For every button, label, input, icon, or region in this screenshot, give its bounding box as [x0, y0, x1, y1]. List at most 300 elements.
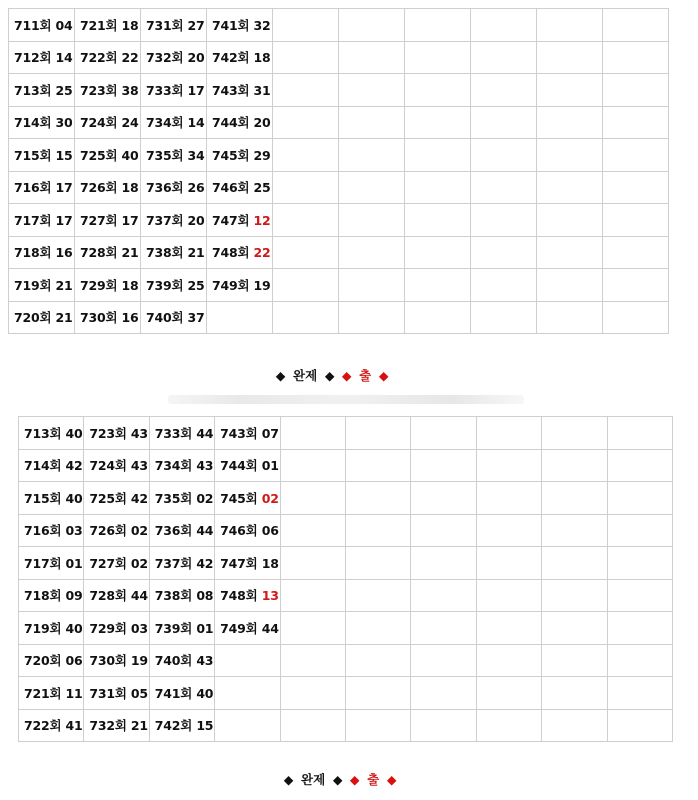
draw-label: 736회 — [146, 180, 184, 196]
empty-cell — [405, 106, 471, 139]
draw-label: 745회 — [212, 147, 250, 163]
draw-cell — [207, 9, 273, 42]
empty-cell — [339, 171, 405, 204]
draw-label: 730회 — [89, 653, 127, 669]
empty-cell — [345, 612, 410, 645]
draw-number: 07 — [261, 425, 279, 441]
empty-cell — [345, 417, 410, 450]
draw-number: 14 — [187, 115, 205, 131]
empty-cell — [537, 301, 603, 334]
draw-cell — [207, 139, 273, 172]
draw-cell — [141, 9, 207, 42]
draw-cell — [9, 269, 75, 302]
draw-number: 44 — [196, 523, 214, 539]
empty-cell — [345, 514, 410, 547]
empty-cell — [405, 236, 471, 269]
empty-cell — [537, 41, 603, 74]
draw-cell — [149, 449, 214, 482]
draw-number: 20 — [253, 115, 271, 131]
draw-label: 722회 — [80, 50, 118, 66]
draw-cell — [19, 612, 84, 645]
draw-cell — [84, 547, 149, 580]
draw-label: 732회 — [89, 718, 127, 734]
draw-cell — [19, 709, 84, 742]
empty-cell — [603, 9, 669, 42]
empty-cell — [339, 204, 405, 237]
draw-label: 729회 — [80, 277, 118, 293]
empty-cell — [471, 301, 537, 334]
empty-cell — [607, 449, 672, 482]
draw-number: 09 — [65, 588, 83, 604]
black-diamond-icon: ◆ — [332, 771, 343, 787]
empty-cell — [405, 269, 471, 302]
draw-cell — [149, 547, 214, 580]
draw-number: 21 — [121, 245, 139, 261]
draw-number: 18 — [261, 555, 279, 571]
empty-cell — [411, 644, 476, 677]
draw-number: 20 — [187, 50, 205, 66]
empty-cell — [345, 579, 410, 612]
draw-label: 749회 — [212, 277, 250, 293]
draw-number: 01 — [196, 620, 214, 636]
draw-number: 08 — [196, 588, 214, 604]
draw-number: 34 — [187, 147, 205, 163]
draw-label: 734회 — [154, 458, 193, 474]
empty-cell — [280, 514, 345, 547]
draw-label: 718회 — [24, 588, 62, 604]
draw-label: 742회 — [154, 718, 193, 734]
draw-number: 43 — [196, 653, 214, 669]
draw-number: 14 — [55, 50, 73, 66]
draw-number: 02 — [261, 490, 279, 506]
empty-cell — [471, 9, 537, 42]
draw-label: 711회 — [14, 17, 52, 33]
empty-cell — [273, 9, 339, 42]
table-row — [19, 514, 673, 547]
draw-label: 731회 — [146, 17, 184, 33]
empty-cell — [476, 612, 541, 645]
draw-cell — [9, 139, 75, 172]
draw-cell — [207, 204, 273, 237]
draw-cell — [207, 236, 273, 269]
draw-cell — [75, 106, 141, 139]
draw-number: 19 — [253, 277, 271, 293]
draw-label: 734회 — [146, 115, 184, 131]
empty-cell — [345, 709, 410, 742]
empty-cell — [215, 644, 280, 677]
draw-label: 715회 — [14, 147, 52, 163]
draw-label: 745회 — [220, 490, 258, 506]
draw-label: 724회 — [89, 458, 127, 474]
empty-cell — [476, 482, 541, 515]
empty-cell — [607, 417, 672, 450]
draw-label: 749회 — [220, 620, 258, 636]
empty-cell — [537, 139, 603, 172]
empty-cell — [411, 612, 476, 645]
draw-number: 11 — [65, 685, 83, 701]
draw-label: 733회 — [154, 425, 193, 441]
draw-cell — [141, 106, 207, 139]
draw-cell — [84, 677, 149, 710]
draw-cell — [9, 204, 75, 237]
empty-cell — [280, 677, 345, 710]
empty-cell — [471, 139, 537, 172]
draw-cell — [141, 139, 207, 172]
draw-label: 747회 — [220, 555, 258, 571]
empty-cell — [542, 709, 607, 742]
empty-cell — [339, 74, 405, 107]
black-diamond-icon: ◆ — [283, 771, 294, 787]
empty-cell — [471, 236, 537, 269]
empty-cell — [280, 547, 345, 580]
draw-number: 44 — [261, 620, 279, 636]
empty-cell — [542, 514, 607, 547]
draw-number: 21 — [130, 718, 148, 734]
draw-number: 17 — [55, 180, 73, 196]
empty-cell — [542, 644, 607, 677]
draw-cell — [9, 74, 75, 107]
draw-cell — [215, 579, 280, 612]
draw-label: 738회 — [146, 245, 184, 261]
draw-cell — [9, 236, 75, 269]
draw-cell — [84, 579, 149, 612]
empty-cell — [273, 74, 339, 107]
legend-1 — [272, 365, 392, 385]
empty-cell — [603, 269, 669, 302]
draw-cell — [207, 171, 273, 204]
empty-cell — [607, 612, 672, 645]
draw-number: 42 — [65, 458, 83, 474]
draw-label: 736회 — [154, 523, 193, 539]
draw-label: 714회 — [14, 115, 52, 131]
draw-number: 20 — [187, 212, 205, 228]
draw-number: 27 — [187, 17, 205, 33]
draw-label: 726회 — [80, 180, 118, 196]
draw-number: 32 — [253, 17, 271, 33]
empty-cell — [339, 9, 405, 42]
table-row — [19, 579, 673, 612]
draw-number: 12 — [253, 212, 271, 228]
black-diamond-icon: ◆ — [324, 367, 335, 383]
draw-cell — [141, 74, 207, 107]
draw-label: 712회 — [14, 50, 52, 66]
draw-label: 744회 — [212, 115, 250, 131]
draw-label: 720회 — [14, 310, 52, 326]
draw-number: 03 — [130, 620, 148, 636]
draw-cell — [215, 482, 280, 515]
draw-label: 737회 — [146, 212, 184, 228]
draw-number: 30 — [55, 115, 73, 131]
draw-number: 43 — [130, 425, 148, 441]
empty-cell — [405, 74, 471, 107]
empty-cell — [476, 709, 541, 742]
draw-cell — [215, 417, 280, 450]
table-row — [19, 449, 673, 482]
draw-cell — [149, 579, 214, 612]
draw-label: 723회 — [80, 82, 118, 98]
empty-cell — [273, 139, 339, 172]
draw-label: 748회 — [220, 588, 258, 604]
empty-cell — [411, 709, 476, 742]
draw-label: 735회 — [154, 490, 193, 506]
draw-label: 741회 — [212, 17, 250, 33]
draw-cell — [84, 449, 149, 482]
table-row — [9, 41, 669, 74]
empty-cell — [607, 482, 672, 515]
draw-label: 730회 — [80, 310, 118, 326]
draw-label: 716회 — [24, 523, 62, 539]
empty-cell — [339, 236, 405, 269]
empty-cell — [471, 41, 537, 74]
draw-label: 743회 — [212, 82, 250, 98]
draw-cell — [149, 612, 214, 645]
draw-number: 02 — [196, 490, 214, 506]
draw-number: 22 — [121, 50, 139, 66]
draw-cell — [149, 644, 214, 677]
empty-cell — [339, 106, 405, 139]
empty-cell — [476, 514, 541, 547]
empty-cell — [280, 709, 345, 742]
draw-number: 01 — [65, 555, 83, 571]
empty-cell — [607, 677, 672, 710]
draw-label: 727회 — [89, 555, 127, 571]
draw-cell — [9, 41, 75, 74]
empty-cell — [345, 677, 410, 710]
empty-cell — [411, 482, 476, 515]
draw-number: 40 — [121, 147, 139, 163]
draw-number: 25 — [253, 180, 271, 196]
draw-cell — [75, 74, 141, 107]
table-row — [19, 644, 673, 677]
draw-label: 748회 — [212, 245, 250, 261]
empty-cell — [537, 74, 603, 107]
draw-cell — [19, 677, 84, 710]
draw-number: 42 — [130, 490, 148, 506]
draw-label: 731회 — [89, 685, 127, 701]
draw-number: 16 — [121, 310, 139, 326]
draw-cell — [84, 482, 149, 515]
draw-cell — [19, 644, 84, 677]
draw-number: 22 — [253, 245, 271, 261]
draw-cell — [149, 709, 214, 742]
table-row — [19, 547, 673, 580]
table-row — [9, 106, 669, 139]
draw-label: 732회 — [146, 50, 184, 66]
draw-number: 25 — [55, 82, 73, 98]
draw-label: 719회 — [24, 620, 62, 636]
draw-number: 26 — [187, 180, 205, 196]
draw-number: 29 — [253, 147, 271, 163]
empty-cell — [476, 417, 541, 450]
draw-cell — [215, 612, 280, 645]
draw-cell — [84, 612, 149, 645]
draw-label: 740회 — [146, 310, 184, 326]
draw-cell — [141, 41, 207, 74]
draw-number: 24 — [121, 115, 139, 131]
empty-cell — [411, 677, 476, 710]
draw-cell — [141, 236, 207, 269]
draw-cell — [215, 547, 280, 580]
table-row — [9, 269, 669, 302]
empty-cell — [345, 644, 410, 677]
table-row — [9, 236, 669, 269]
empty-cell — [207, 301, 273, 334]
empty-cell — [405, 204, 471, 237]
empty-cell — [215, 677, 280, 710]
empty-cell — [471, 106, 537, 139]
draw-number: 40 — [196, 685, 214, 701]
draw-label: 741회 — [154, 685, 193, 701]
draw-label: 717회 — [24, 555, 62, 571]
draw-number: 19 — [130, 653, 148, 669]
table-row — [9, 171, 669, 204]
draw-label: 725회 — [89, 490, 127, 506]
empty-cell — [542, 677, 607, 710]
empty-cell — [603, 139, 669, 172]
draw-number: 02 — [130, 523, 148, 539]
draw-number: 44 — [130, 588, 148, 604]
draw-cell — [75, 301, 141, 334]
draw-cell — [141, 269, 207, 302]
empty-cell — [411, 514, 476, 547]
draw-number: 44 — [196, 425, 214, 441]
empty-cell — [405, 41, 471, 74]
draw-number: 37 — [187, 310, 205, 326]
draw-label: 717회 — [14, 212, 52, 228]
empty-cell — [537, 236, 603, 269]
draw-cell — [9, 171, 75, 204]
empty-cell — [537, 269, 603, 302]
draw-label: 744회 — [220, 458, 258, 474]
draw-cell — [84, 709, 149, 742]
draw-cell — [149, 482, 214, 515]
empty-cell — [542, 449, 607, 482]
draw-label: 719회 — [14, 277, 52, 293]
draw-label: 713회 — [14, 82, 52, 98]
draw-cell — [141, 301, 207, 334]
draw-cell — [75, 236, 141, 269]
draw-number: 06 — [65, 653, 83, 669]
table-row — [9, 139, 669, 172]
empty-cell — [537, 9, 603, 42]
draw-number: 04 — [55, 17, 73, 33]
draw-number: 21 — [55, 310, 73, 326]
draw-label: 728회 — [89, 588, 127, 604]
empty-cell — [280, 417, 345, 450]
empty-cell — [471, 204, 537, 237]
empty-cell — [476, 547, 541, 580]
draw-label: 738회 — [154, 588, 193, 604]
empty-cell — [273, 106, 339, 139]
draw-number: 43 — [130, 458, 148, 474]
blurred-caption — [168, 395, 524, 404]
draw-number: 15 — [196, 718, 214, 734]
draw-number: 40 — [65, 425, 83, 441]
empty-cell — [339, 301, 405, 334]
draw-number: 02 — [130, 555, 148, 571]
legend-done-label: 완제 — [293, 368, 318, 383]
empty-cell — [273, 236, 339, 269]
draw-label: 727회 — [80, 212, 118, 228]
draw-number: 16 — [55, 245, 73, 261]
draw-label: 740회 — [154, 653, 193, 669]
draw-cell — [19, 514, 84, 547]
empty-cell — [273, 171, 339, 204]
empty-cell — [603, 41, 669, 74]
draw-cell — [84, 514, 149, 547]
empty-cell — [603, 106, 669, 139]
draw-label: 721회 — [80, 17, 118, 33]
draw-number: 01 — [261, 458, 279, 474]
draw-cell — [19, 579, 84, 612]
empty-cell — [280, 579, 345, 612]
draw-label: 722회 — [24, 718, 62, 734]
empty-cell — [273, 269, 339, 302]
empty-cell — [607, 709, 672, 742]
empty-cell — [339, 269, 405, 302]
empty-cell — [607, 579, 672, 612]
empty-cell — [345, 547, 410, 580]
draw-label: 728회 — [80, 245, 118, 261]
draw-label: 747회 — [212, 212, 250, 228]
empty-cell — [603, 236, 669, 269]
empty-cell — [542, 482, 607, 515]
draw-label: 743회 — [220, 425, 258, 441]
draw-number: 06 — [261, 523, 279, 539]
empty-cell — [339, 139, 405, 172]
draw-label: 724회 — [80, 115, 118, 131]
empty-cell — [471, 74, 537, 107]
empty-cell — [542, 579, 607, 612]
draw-cell — [9, 9, 75, 42]
empty-cell — [411, 579, 476, 612]
empty-cell — [537, 106, 603, 139]
empty-cell — [345, 482, 410, 515]
draw-cell — [75, 204, 141, 237]
draw-label: 718회 — [14, 245, 52, 261]
draw-label: 729회 — [89, 620, 127, 636]
empty-cell — [537, 204, 603, 237]
empty-cell — [607, 644, 672, 677]
empty-cell — [273, 41, 339, 74]
draw-number: 15 — [55, 147, 73, 163]
draw-label: 746회 — [212, 180, 250, 196]
draw-cell — [75, 269, 141, 302]
draw-cell — [207, 106, 273, 139]
empty-cell — [542, 547, 607, 580]
empty-cell — [603, 301, 669, 334]
draw-number: 18 — [121, 180, 139, 196]
draw-label: 739회 — [146, 277, 184, 293]
table-row — [19, 417, 673, 450]
draw-label: 716회 — [14, 180, 52, 196]
draw-number: 42 — [196, 555, 214, 571]
empty-cell — [339, 41, 405, 74]
draw-cell — [141, 204, 207, 237]
draw-cell — [75, 9, 141, 42]
draw-cell — [215, 449, 280, 482]
draw-number: 38 — [121, 82, 139, 98]
draw-number: 17 — [121, 212, 139, 228]
draw-number: 40 — [65, 490, 83, 506]
draw-cell — [75, 171, 141, 204]
draw-cell — [215, 514, 280, 547]
red-diamond-icon: ◆ — [341, 367, 352, 383]
legend-out-label: 출 — [359, 368, 372, 383]
draw-cell — [19, 417, 84, 450]
draw-cell — [207, 269, 273, 302]
draw-label: 726회 — [89, 523, 127, 539]
